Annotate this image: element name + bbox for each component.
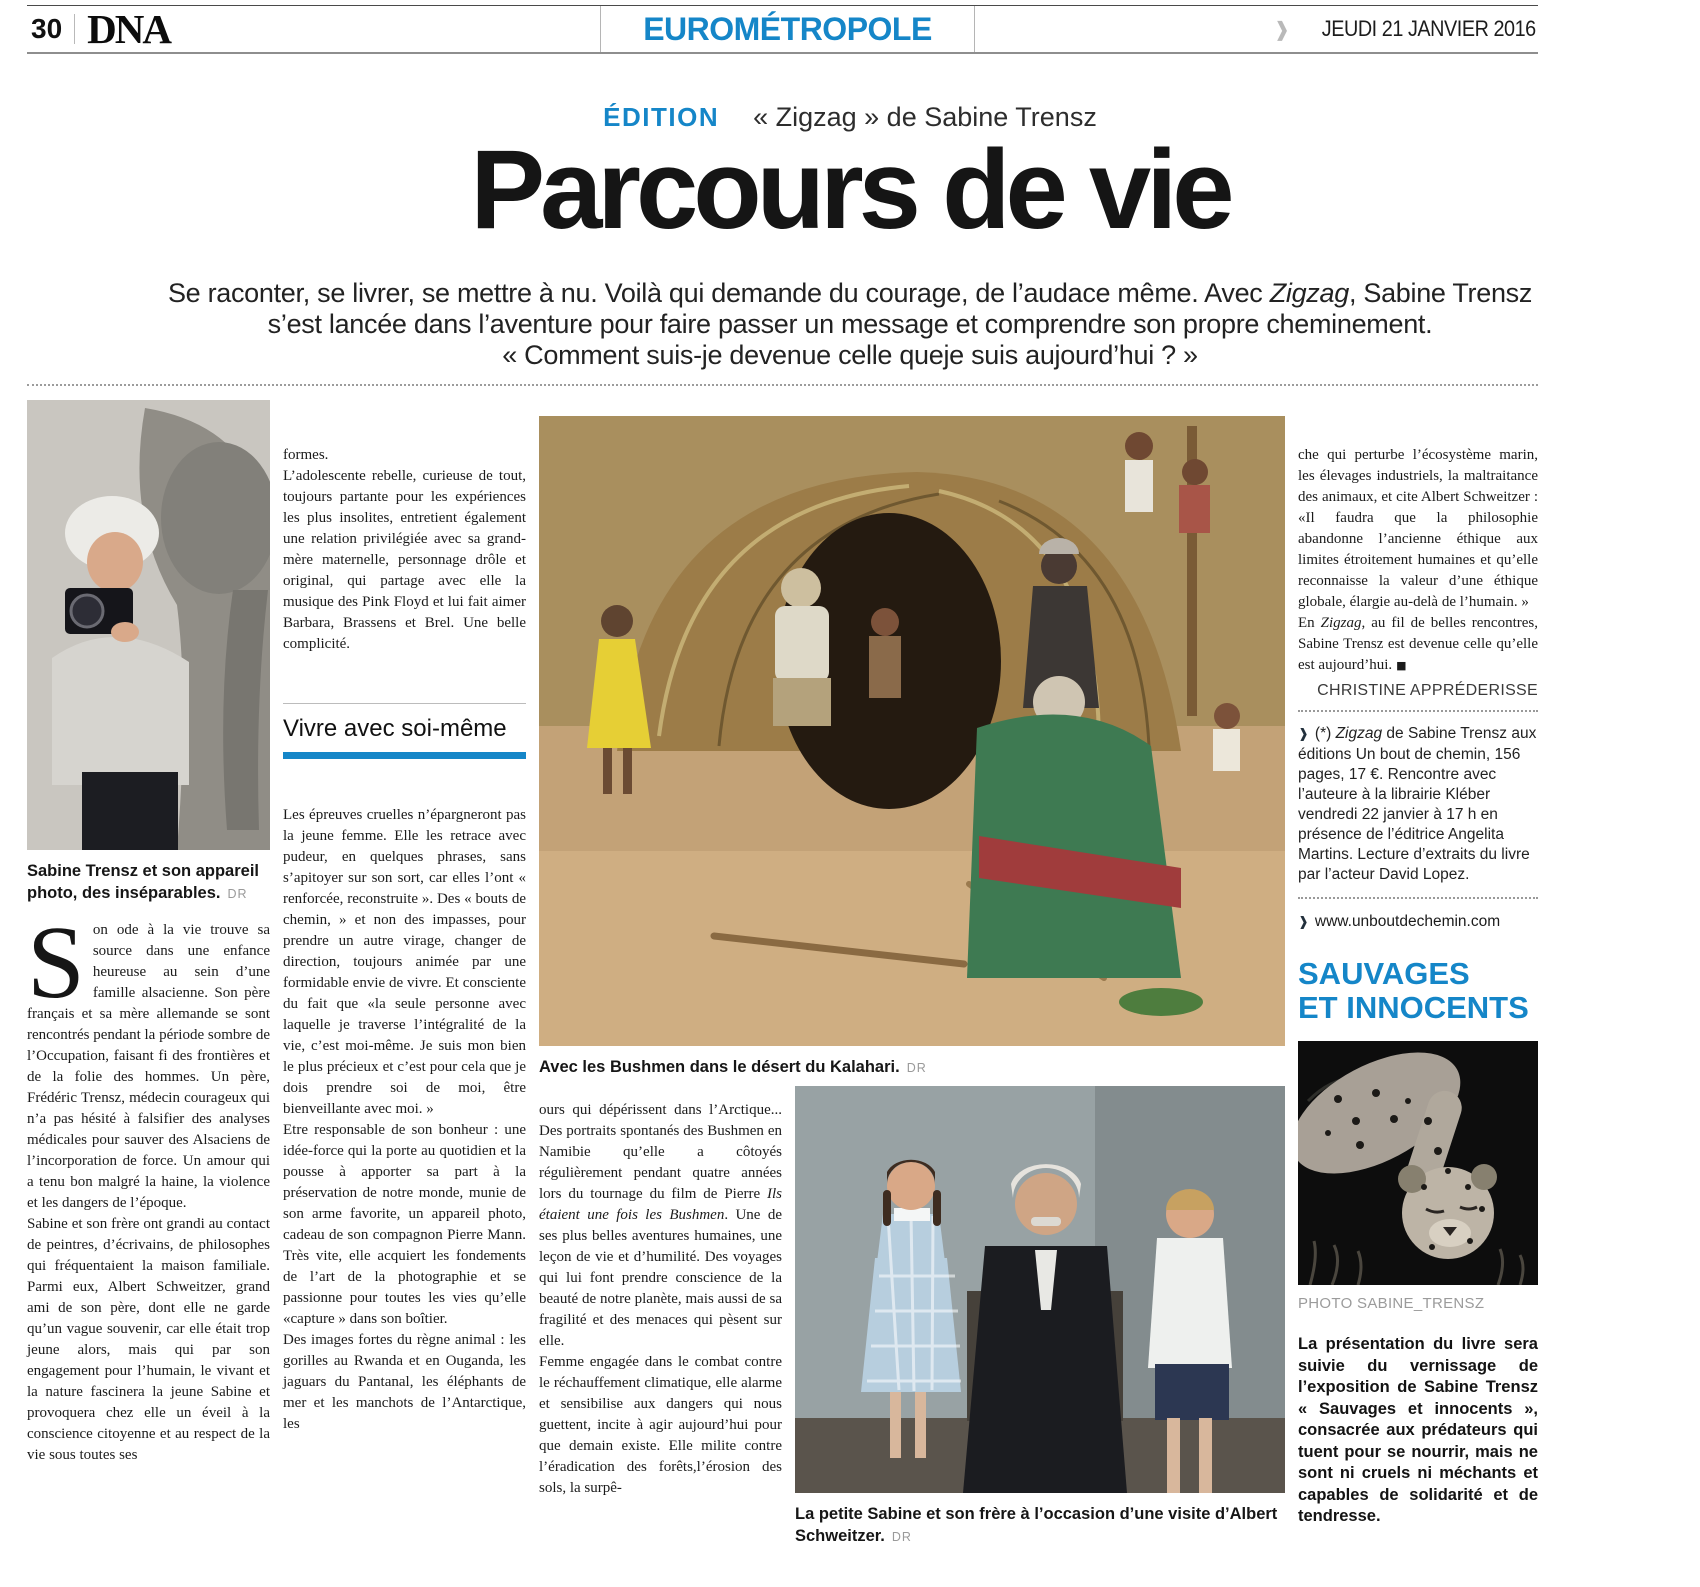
column-center	[539, 400, 1285, 1547]
byline: CHRISTINE APPRÉDERISSE	[1317, 682, 1538, 699]
paragraph-text: , au fil de belles rencontres, Sabine Trensz est devenue celle qu’elle est aujourd’hui.	[1298, 615, 1538, 673]
photo-credit: DR	[906, 1061, 927, 1075]
book-title-italic: Ils étaient une fois les Bushmen	[539, 1186, 782, 1223]
standfirst-line	[0, 278, 1700, 309]
paragraph: Les épreuves cruelles n’épargneront pas la jeune femme. Elle les retrace avec pudeur, en quelques phrases, sans s’apitoyer sur son sort, car elles l’ont « renforcée, reconstruite ». Des « bouts de chemin, » et non des impasses, pour prendre un autre virage, changer de direction, toujours animée par une formidable envie de vivre. Et consciente du fait que «la seule personne avec laquelle je traverse l’intégralité de la vie, c’est moi-même. Je suis mon bien le plus précieux et c’est pour cela que je dois prendre soi de moi, être bienveillante avec moi. »	[283, 807, 526, 1117]
column-3	[539, 1086, 782, 1547]
crosshead-block	[283, 703, 526, 759]
dotted-rule	[1298, 710, 1538, 712]
kalahari-photo	[539, 416, 1285, 1046]
standfirst-line: « Comment suis-je devenue celle queje suis aujourd’hui ? »	[502, 340, 1198, 370]
website-url[interactable]: www.unboutdechemin.com	[1314, 913, 1501, 930]
leopard-photo-art	[1298, 1041, 1538, 1285]
chevron-icon: ❱	[1273, 17, 1291, 41]
paragraph	[539, 1100, 782, 1352]
caption-text: Avec les Bushmen dans le désert du Kalahari.	[539, 1058, 900, 1076]
crosshead-rule	[283, 752, 526, 759]
caption-text: La petite Sabine et son frère à l’occasion d’une visite d’Albert Schweitzer.	[795, 1505, 1278, 1545]
paragraph: L’adolescente rebelle, curieuse de tout, toujours partante pour les expériences les plus insolites, entretient également une relation privilégiée avec sa grand-mère maternelle, personnage drôle et original, qui partage avec elle la musique des Pink Floyd et lui fait aimer Barbara, Brassens et Brel. Une belle complicité.	[283, 468, 526, 652]
center-bottom	[539, 1086, 1285, 1547]
standfirst-line: s’est lancée dans l’aventure pour faire passer un message et comprendre son propre cheminement.	[267, 309, 1433, 339]
masthead-right	[975, 16, 1538, 42]
schweitzer-photo	[795, 1086, 1285, 1493]
paragraph: formes.	[283, 447, 329, 463]
leopard-photo	[1298, 1041, 1538, 1285]
paragraph-text: ours qui dépérissent dans l’Arctique... Des portraits spontanés des Bushmen en Namibie qu’elle a côtoyés régulièrement pendant quatre années lors du tournage du film de Pierre	[539, 1102, 782, 1202]
paragraph: Femme engagée dans le combat contre le réchauffement climatique, elle alarme et sensibilise aux dangers qui nous guettent, incite à agir aujourd’hui pour que demain existe. Elle milite contre l’éradication des forêts,l’érosion des sols, la surpê-	[539, 1354, 782, 1496]
column-1	[27, 400, 270, 1547]
paragraph-text: En	[1298, 615, 1321, 631]
photo-caption	[27, 860, 270, 904]
dropcap: S	[27, 905, 85, 1020]
masthead	[27, 5, 1538, 54]
paragraph: Sabine et son frère ont grandi au contact de peintres, d’écrivains, de philosophes qui fréquentaient la maison familiale. Parmi eux, Albert Schweitzer, grand ami de son père, dont elle ne garde qu’un vague souvenir, car elle était trop jeune alors, mais qui par son engagement pour l’humain, le vivant et la nature fascinera la jeune Sabine et provoquera chez elle un éveil à la conscience citoyenne et au respect de la vie sous toutes ses	[27, 1216, 270, 1463]
standfirst-italic: Zigzag	[1269, 278, 1349, 308]
issue-date: JEUDI 21 JANVIER 2016	[1322, 16, 1536, 41]
standfirst-text: , Sabine Trensz	[1348, 278, 1533, 308]
schweitzer-photo-art	[795, 1086, 1285, 1493]
page-number: 30	[31, 13, 63, 44]
paragraph: Etre responsable de son bonheur : une idée-force qui la porte au quotidien et la pousse à apporter sa part à la préservation de notre monde, munie de son arme favorite, un appareil photo, cadeau de son compagnon Pierre Mann. Très vite, elle acquiert les fondements de l’art de la photographie et se passionne pour toutes les vies qu’elle «capture » dans son boîtier.	[283, 1122, 526, 1327]
section-title: EUROMÉTROPOLE	[600, 6, 975, 52]
page-title: Parcours de vie	[470, 127, 1230, 252]
chevron-bullet-icon: ❱	[1298, 727, 1309, 742]
sidebar-sauvages	[1298, 957, 1538, 1528]
sidebar-body: La présentation du livre sera suivie du vernissage de l’exposition de Sabine Trensz « Sauvages et innocents », consacrée aux prédateurs qui tuent pour se nourrir, mais ne sont ni cruels ni méchants et capables de solidarité et de tendresse.	[1298, 1335, 1538, 1525]
column-4	[1298, 400, 1538, 1547]
paragraph: Des images fortes du règne animal : les gorilles au Rwanda et en Ouganda, les jaguars du Pantanal, les éléphants de mer et les manchots de l’Antarctique, les	[283, 1332, 526, 1432]
paragraph-text: . Une de ses plus belles aventures humaines, une leçon de vie et d’humilité. Des voyages qui lui font prendre conscience de la beauté de notre planète, mais aussi de sa fragilité et des menaces qui pèsent sur elle.	[539, 1207, 782, 1349]
sidebar-title-line: SAUVAGES	[1298, 956, 1470, 991]
dotted-separator	[27, 384, 1538, 386]
dotted-rule	[1298, 897, 1538, 899]
standfirst-text: Se raconter, se livrer, se mettre à nu. Voilà qui demande du courage, de l’audace même. Avec	[167, 278, 1270, 308]
paragraph: che qui perturbe l’écosystème marin, les élevages industriels, la maltraitance des animaux, et cite Albert Schweitzer : «Il faudra que la philosophie abandonne l’ancienne éthique aux limites étroitement humaines et qu’elle reconnaisse la valeur d’une éthique globale, élargie au-delà de l’humain. »	[1298, 447, 1538, 610]
paragraph	[1298, 613, 1538, 676]
schweitzer-photo-block	[795, 1086, 1285, 1547]
brand-logo: DNA	[87, 6, 170, 52]
book-title-italic: Zigzag	[1335, 725, 1383, 742]
chevron-bullet-icon: ❱	[1298, 915, 1309, 930]
paragraph	[27, 905, 270, 1214]
kicker-title: « Zigzag » de Sabine Trensz	[753, 102, 1097, 132]
website-link[interactable]	[1298, 913, 1538, 931]
crosshead: Vivre avec soi-même	[283, 715, 507, 742]
photo-credit: PHOTO SABINE_TRENSZ	[1298, 1295, 1485, 1312]
end-mark-icon: ■	[1396, 659, 1407, 672]
standfirst	[0, 278, 1700, 371]
caption-text: Sabine Trensz et son appareil photo, des inséparables.	[27, 862, 259, 902]
portrait-photo	[27, 400, 270, 850]
photo-caption	[539, 1056, 1285, 1078]
article-body	[27, 400, 1538, 1547]
book-title-italic: Zigzag	[1320, 615, 1362, 631]
paragraph-text: on ode à la vie trouve sa source dans une enfance heureuse au sein d’une famille alsacienne. Son père français et sa mère allemande se sont rencontrés pendant la période sombre de l’Occupation, faisant fi des frontières et de la folie des hommes. Un père, Frédéric Trensz, médecin courageux qui n’a pas hésité à falsifier des analyses médicales pour sauver des Alsaciens de l’incorporation de force. Un amour qui a tenu bon malgré la haine, la violence et les dangers de l’époque.	[27, 922, 270, 1211]
footnote-text: (*)	[1314, 725, 1336, 742]
photo-credit: DR	[227, 887, 248, 901]
divider	[74, 14, 75, 44]
sidebar-title-line: ET INNOCENTS	[1298, 990, 1529, 1025]
portrait-photo-art	[27, 400, 270, 850]
photo-credit: DR	[891, 1530, 912, 1544]
kalahari-photo-art	[539, 416, 1285, 1046]
masthead-left	[27, 5, 600, 53]
footnote-text: de Sabine Trensz aux éditions Un bout de chemin, 156 pages, 17 €. Rencontre avec l’auteure à la librairie Kléber vendredi 22 janvier à 17 h en présence de l’éditrice Angelita Martins. Lecture d’extraits du livre par l’acteur David Lopez.	[1298, 725, 1537, 883]
sidebar-title	[1298, 957, 1538, 1025]
kicker-label: ÉDITION	[603, 102, 720, 132]
column-2	[283, 400, 526, 1547]
photo-caption	[795, 1503, 1285, 1547]
footnote	[1298, 724, 1538, 885]
